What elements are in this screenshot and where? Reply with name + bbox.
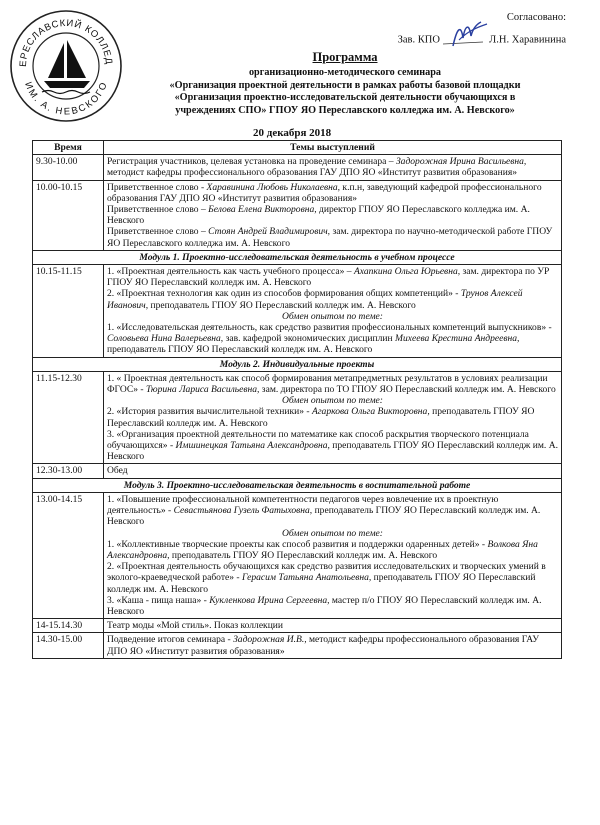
signature <box>443 30 487 50</box>
topic-text: Подведение итогов семинара - <box>107 634 234 646</box>
speaker-name: Кукленкова Ирина Сергеевна, <box>209 594 330 606</box>
time-cell: 13.00-14.15 <box>33 492 104 618</box>
speaker-name: Имшинецкая Татьяна Александровна, <box>175 440 330 452</box>
topic-cell <box>104 155 562 180</box>
speaker-name: Ахапкина Ольга Юрьевна, <box>353 266 461 278</box>
speaker-name: Задорожная Ирина Васильевна, <box>395 156 527 168</box>
table-row <box>33 180 562 250</box>
topic-text: Приветственное слово – <box>107 226 209 238</box>
topic-cell <box>104 180 562 250</box>
module-row <box>33 357 562 371</box>
speaker-role: директор ГПОУ ЯО Переславского колледжа им. А. Невского <box>107 204 530 227</box>
topic-text: 3. «Каша - пища наша» - <box>107 594 210 606</box>
topic-text: 2. «История развития вычислительной техники» - <box>107 406 312 418</box>
speaker-role: методист кафедры профессионального образования ГАУ ДПО ЯО «Институт развития образования» <box>107 167 518 179</box>
time-cell: 10.15-11.15 <box>33 265 104 358</box>
title-line-2: «Организация проектной деятельности в рамках работы базовой площадки <box>169 79 521 91</box>
speaker-role: мастер п/о ГПОУ ЯО Переславский колледж им. А. Невского <box>107 594 542 617</box>
speaker-role: к.п.н, заведующий кафедрой профессионального образования ГАУ ДПО ЯО «Институт развития образования» <box>107 181 542 204</box>
speaker-role: преподаватель ГПОУ ЯО Переславский колледж им. А. Невского <box>107 572 536 595</box>
exchange-heading: Обмен опытом по теме: <box>282 395 383 407</box>
exchange-heading: Обмен опытом по теме: <box>282 310 383 322</box>
time-cell: 10.00-10.15 <box>33 180 104 250</box>
table-row <box>33 265 562 358</box>
speaker-role: зам. директора по научно-методической работе ГПОУ ЯО Переславского колледжа им. А. Невского <box>107 226 553 249</box>
module-3-title: Модуль 3. Проектно-исследовательская деятельность в воспитательной работе <box>33 478 562 492</box>
speaker-name: Герасим Татьяна Анатольевна, <box>241 572 372 584</box>
time-cell: 12.30-13.00 <box>33 464 104 478</box>
title-line-1: организационно-методического семинара <box>248 67 442 78</box>
approval-block <box>398 8 566 50</box>
topic-text: Приветственное слово - <box>107 181 207 193</box>
program-table <box>32 140 562 659</box>
seal-arc-bottom: ИМ. А. НЕВСКОГО <box>22 80 110 118</box>
speaker-name: Севастьянова Гузель Фатыховна, <box>173 505 313 517</box>
topic-text: 2. «Проектная деятельность обучающихся как средство развития исследовательских и творческих умений в эколого-краеведческой работе» - <box>107 561 546 584</box>
topic-text: 3. «Организация проектной деятельности по математике как способ раскрытия творческого потенциала обучающихся» - <box>107 428 529 452</box>
speaker-role: преподаватель ГПОУ ЯО Переславский колледж им. А. Невского <box>107 344 373 356</box>
document-title <box>130 50 560 117</box>
topic-cell <box>104 371 562 464</box>
speaker-name: Харавинина Любовь Николаевна, <box>206 181 341 193</box>
title-heading: Программа <box>312 50 378 64</box>
speaker-name: Тюрина Лариса Васильевна, <box>145 384 260 396</box>
speaker-name: Агаркова Ольга Викторовна, <box>312 406 430 418</box>
speaker-role: зав. кафедрой экономических дисциплин <box>223 333 396 345</box>
speaker-name: Волкова Яна Александровна, <box>107 538 538 561</box>
topic-cell <box>104 633 562 658</box>
speaker-role: преподаватель ГПОУ ЯО Переславский колледж им. А. Невского <box>107 505 541 528</box>
speaker-name: Трунов Алексей Иванович, <box>107 288 523 311</box>
topic-text: 1. «Коллективные творческие проекты как способ развития и поддержки одаренных детей» - <box>107 538 488 550</box>
time-cell: 14.30-15.00 <box>33 633 104 658</box>
table-header <box>33 141 562 155</box>
sailboat-icon <box>42 40 90 94</box>
topic-text: Приветственное слово – <box>107 204 209 216</box>
table-row <box>33 371 562 464</box>
table-row <box>33 155 562 180</box>
title-line-4: учреждениях СПО» ГПОУ ЯО Переславского колледжа им. А. Невского» <box>175 104 515 116</box>
header-time: Время <box>33 141 104 155</box>
title-line-3: «Организация проектно-исследовательской деятельности обучающихся в <box>174 92 516 104</box>
topic-text: Регистрация участников, целевая установка на проведение семинара – <box>107 156 396 168</box>
table-row <box>33 464 562 478</box>
approval-name: Л.Н. Харавинина <box>489 34 566 46</box>
table-row <box>33 633 562 658</box>
header-topics: Темы выступлений <box>104 141 562 155</box>
speaker-name: Белова Елена Викторовна, <box>208 204 317 216</box>
time-cell: 11.15-12.30 <box>33 371 104 464</box>
speaker-role: преподаватель ГПОУ ЯО Переславский колледж им. А. Невского <box>107 440 558 463</box>
topic-text: 1. «Проектная деятельность как часть учебного процесса» – <box>107 266 354 278</box>
topic-cell: Театр моды «Мой стиль». Показ коллекции <box>104 619 562 633</box>
topic-cell <box>104 265 562 358</box>
module-2-title: Модуль 2. Индивидуальные проекты <box>33 357 562 371</box>
speaker-name: Михеева Крестина Андреевна, <box>395 333 520 345</box>
speaker-name: Задорожная И.В., <box>233 634 307 646</box>
table-row <box>33 619 562 633</box>
topic-text: 1. « Проектная деятельность как способ формирования метапредметных результатов в условиях реализации ФГОС» - <box>107 372 548 396</box>
topic-text: 1. «Повышение профессиональной компетентности педагогов через вовлечение их в проектную деятельность» - <box>107 493 499 517</box>
speaker-role: преподаватель ГПОУ ЯО Переславский колледж им. А. Невского <box>107 406 535 429</box>
speaker-role: методист кафедры профессионального образования ГАУ ДПО ЯО «Институт развития образования» <box>107 634 540 657</box>
exchange-heading: Обмен опытом по теме: <box>282 527 383 539</box>
speaker-role: зам. директора по ТО ГПОУ ЯО Переславский колледж им. А. Невского <box>259 384 556 396</box>
module-row <box>33 478 562 492</box>
topic-text: 2. «Проектная технология как один из способов формирования общих компетенций» - <box>107 288 461 300</box>
college-seal <box>8 8 124 124</box>
topic-cell: Обед <box>104 464 562 478</box>
speaker-role: преподаватель ГПОУ ЯО Переславский колледж им. А. Невского <box>148 299 416 311</box>
speaker-name: Соловьева Нина Валерьевна, <box>107 333 224 345</box>
table-row <box>33 492 562 618</box>
module-row <box>33 250 562 264</box>
time-cell: 9.30-10.00 <box>33 155 104 180</box>
speaker-name: Стоян Андрей Владимирович, <box>208 226 331 238</box>
topic-cell <box>104 492 562 618</box>
approval-position: Зав. КПО <box>397 34 440 46</box>
topic-text: 1. «Исследовательская деятельность, как средство развития профессиональных компетенций выпускников» - <box>107 322 552 334</box>
time-cell: 14-15.14.30 <box>33 619 104 633</box>
seal-arc-top: ЕРЕСЛАВСКИЙ КОЛЛЕД <box>17 17 115 68</box>
module-1-title: Модуль 1. Проектно-исследовательская деятельность в учебном процессе <box>33 250 562 264</box>
speaker-role: зам. директора по УР ГПОУ ЯО Переславский колледж им. А. Невского <box>107 266 550 289</box>
approval-label: Согласовано: <box>506 12 566 23</box>
speaker-role: преподаватель ГПОУ ЯО Переславский колледж им. А. Невского <box>169 549 438 561</box>
seminar-date: 20 декабря 2018 <box>253 127 332 139</box>
